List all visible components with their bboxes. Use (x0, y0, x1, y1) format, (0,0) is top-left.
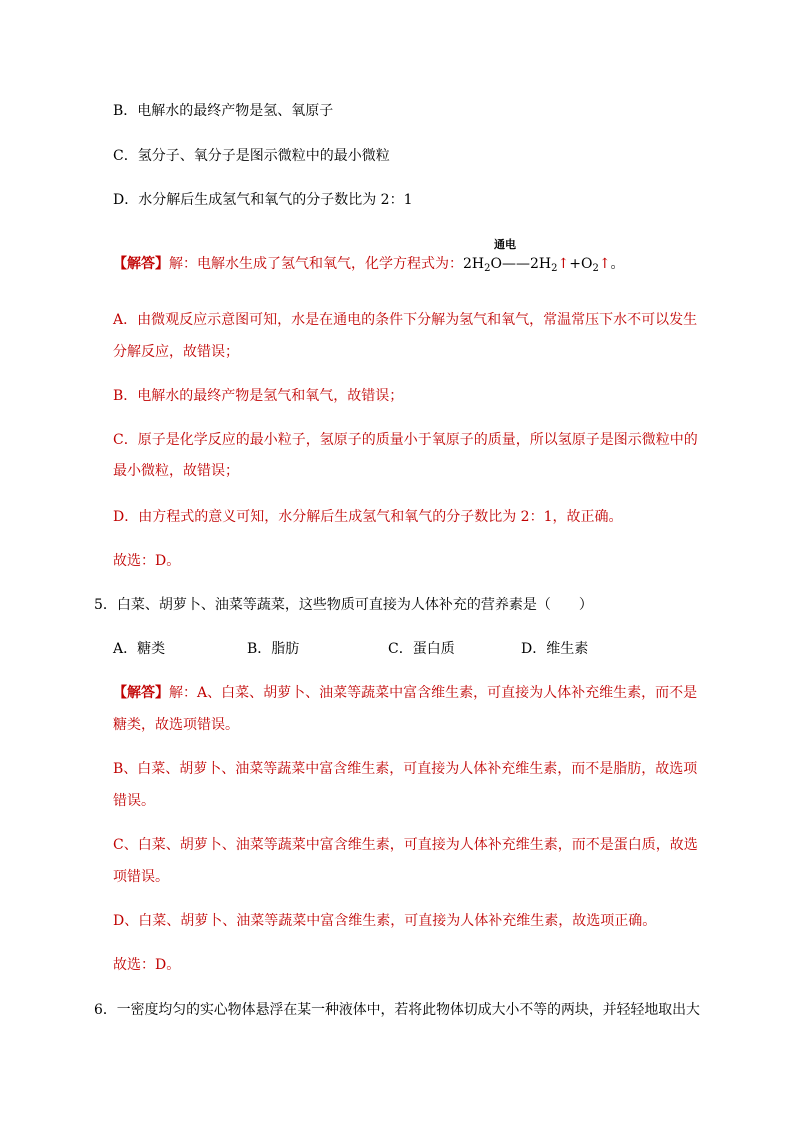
q4-answer-intro-line (113, 254, 625, 274)
q5-answer-d-line: D、白菜、胡萝卜、油菜等蔬菜中富含维生素，可直接为人体补充维生素，故选项正确。 (113, 913, 657, 929)
q4-answer-choice: 故选：D。 (113, 553, 181, 569)
q4-answer-a-line2: 分解反应，故错误； (113, 344, 239, 360)
q5-option-a: A．糖类 (113, 641, 166, 657)
answer-tag: 【解答】 (113, 685, 169, 701)
q5-answer-a-line1-row (113, 683, 697, 703)
q5-answer-a-line1: 解：A、白菜、胡萝卜、油菜等蔬菜中富含维生素，可直接为人体补充维生素，而不是 (169, 685, 698, 701)
q5-answer-b-line1: B、白菜、胡萝卜、油菜等蔬菜中富含维生素，可直接为人体补充维生素，而不是脂肪，故选项 (113, 761, 698, 777)
q4-answer-d-line: D．由方程式的意义可知，水分解后生成氢气和氧气的分子数比为 2：1，故正确。 (113, 509, 623, 525)
q5-answer-c-line2: 项错误。 (113, 869, 169, 885)
q5-option-d: D．维生素 (521, 641, 589, 657)
q5-answer-choice: 故选：D。 (113, 957, 181, 973)
q5-answer-a-line2: 糖类，故选项错误。 (113, 717, 239, 733)
q4-answer-intro: 解：电解水生成了氢气和氧气，化学方程式为： (169, 256, 463, 272)
q5-stem: 5．白菜、胡萝卜、油菜等蔬菜，这些物质可直接为人体补充的营养素是（ ） (94, 597, 593, 613)
q4-option-c: C．氢分子、氧分子是图示微粒中的最小微粒 (113, 148, 390, 164)
answer-tag: 【解答】 (113, 256, 169, 272)
q4-option-d: D．水分解后生成氢气和氧气的分子数比为 2：1 (113, 192, 413, 208)
q4-answer-a-line1: A．由微观反应示意图可知，水是在通电的条件下分解为氢气和氧气，常温常压下水不可以发生 (113, 312, 698, 328)
q6-stem: 6．一密度均匀的实心物体悬浮在某一种液体中，若将此物体切成大小不等的两块，并轻轻地取出大 (94, 1002, 700, 1018)
reaction-condition: 通电 (494, 238, 516, 251)
q4-answer-c-line2: 最小微粒，故错误； (113, 463, 239, 479)
q5-option-c: C．蛋白质 (388, 641, 455, 657)
q4-option-b: B．电解水的最终产物是氢、氧原子 (113, 103, 334, 119)
q5-answer-c-line1: C、白菜、胡萝卜、油菜等蔬菜中富含维生素，可直接为人体补充维生素，而不是蛋白质，故选 (113, 837, 698, 853)
q4-answer-c-line1: C．原子是化学反应的最小粒子，氢原子的质量小于氧原子的质量，所以氢原子是图示微粒中的 (113, 432, 698, 448)
chemical-equation: $2H_2O——2H_2↑+O_2↑$。 (463, 256, 625, 274)
q5-answer-b-line2: 错误。 (113, 793, 155, 809)
q4-answer-b-line: B．电解水的最终产物是氢气和氧气，故错误； (113, 388, 404, 404)
q5-option-b: B．脂肪 (247, 641, 300, 657)
